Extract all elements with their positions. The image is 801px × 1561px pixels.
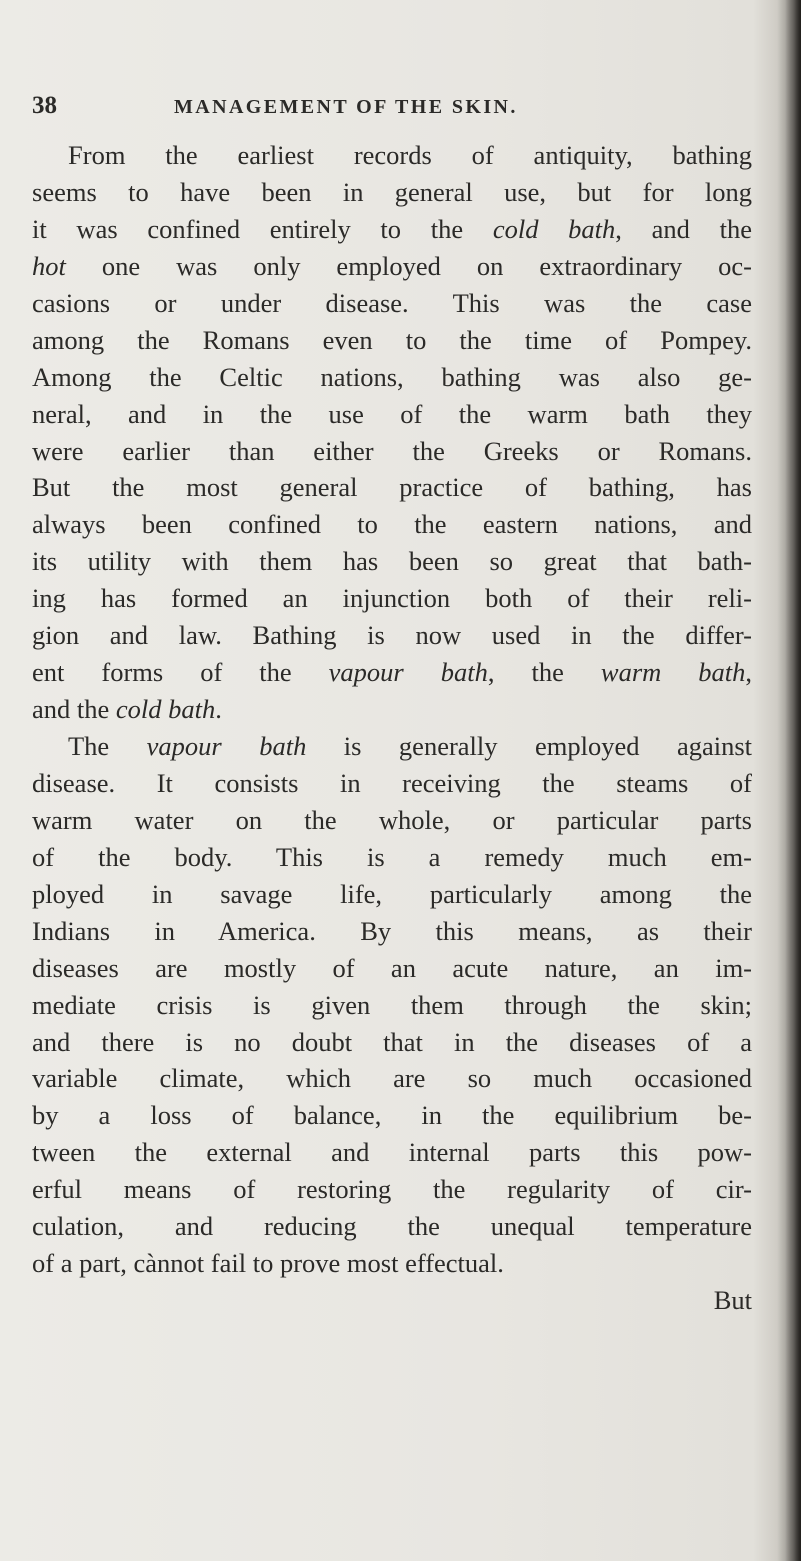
text-line: of a part, cànnot fail to prove most effectual.: [32, 1248, 504, 1279]
text-line: diseases are mostly of an acute nature, an im-: [32, 952, 752, 983]
text-line: it was confined entirely to the cold bath, and the: [32, 213, 752, 244]
text-line: mediate crisis is given them through the skin;: [32, 989, 752, 1020]
text-line: ployed in savage life, particularly among the: [32, 878, 752, 909]
text-line: The vapour bath is generally employed against: [68, 731, 753, 761]
text-line: disease. It consists in receiving the steams of: [32, 767, 752, 798]
text-line: and the cold bath.: [32, 694, 222, 725]
book-gutter-shadow: [785, 0, 801, 1561]
text-line: ent forms of the vapour bath, the warm bath,: [32, 657, 753, 688]
text-line: by a loss of balance, in the equilibrium be-: [32, 1100, 752, 1131]
text-line: seems to have been in general use, but for long: [32, 176, 752, 207]
text-line: From the earliest records of antiquity, bathing: [68, 140, 752, 170]
text-line: Among the Celtic nations, bathing was also ge-: [32, 361, 752, 392]
text-line: among the Romans even to the time of Pompey.: [32, 324, 752, 355]
text-line: were earlier than either the Greeks or Romans.: [32, 435, 752, 466]
body-text: [32, 137, 752, 1319]
text-line: tween the external and internal parts this pow-: [32, 1137, 752, 1168]
text-line: gion and law. Bathing is now used in the differ-: [32, 620, 752, 651]
text-line: and there is no doubt that in the diseases of a: [32, 1026, 752, 1057]
text-line: Indians in America. By this means, as their: [32, 915, 752, 946]
text-line: ing has formed an injunction both of their reli-: [32, 583, 752, 614]
text-line: variable climate, which are so much occasioned: [32, 1063, 752, 1094]
text-line: But the most general practice of bathing, has: [32, 472, 752, 503]
text-line: erful means of restoring the regularity of cir-: [32, 1174, 752, 1205]
text-line: warm water on the whole, or particular parts: [32, 804, 752, 835]
text-line: neral, and in the use of the warm bath they: [32, 398, 752, 429]
text-line: always been confined to the eastern nations, and: [32, 509, 752, 540]
catchword: But: [713, 1285, 752, 1316]
text-line: culation, and reducing the unequal temperature: [32, 1211, 752, 1242]
page-number: 38: [32, 92, 57, 119]
running-head: MANAGEMENT OF THE SKIN.: [174, 96, 518, 118]
text-line: hot one was only employed on extraordinary oc-: [32, 250, 752, 281]
page-header: [32, 92, 752, 126]
text-line: casions or under disease. This was the case: [32, 287, 752, 318]
text-line: its utility with them has been so great that bath-: [32, 546, 752, 577]
text-line: of the body. This is a remedy much em-: [32, 841, 752, 872]
